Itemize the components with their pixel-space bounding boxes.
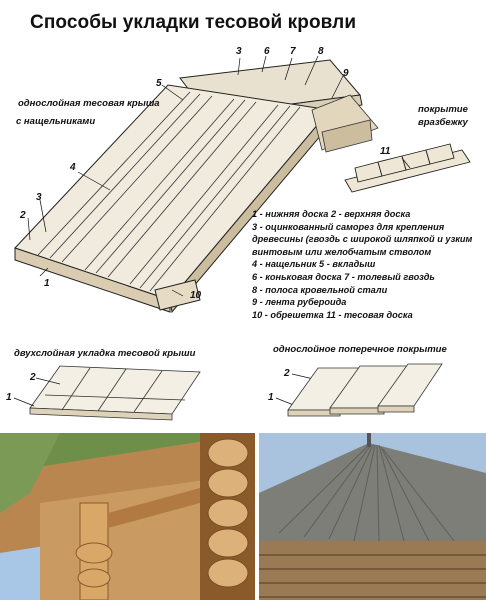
label-6: 6 <box>264 46 270 57</box>
label-d3-1: 1 <box>268 392 274 403</box>
legend-line: 3 - оцинкованный саморез для крепления <box>252 221 445 232</box>
label-7: 7 <box>290 46 296 57</box>
label-10: 10 <box>190 290 202 301</box>
legend-line: 10 - обрешетка 11 - тесовая доска <box>252 309 413 320</box>
photo-wooden-eave <box>0 433 255 600</box>
label-5: 5 <box>156 78 162 89</box>
label-4: 4 <box>70 162 76 173</box>
caption-single-cross: однослойное поперечное покрытие <box>273 344 447 355</box>
label-d3-2: 2 <box>284 368 290 379</box>
label-d2-2: 2 <box>30 372 36 383</box>
caption-single-layer-2: с нащельниками <box>16 116 96 127</box>
cross-cover-diagram <box>288 364 442 416</box>
label-9: 9 <box>343 68 349 79</box>
label-8: 8 <box>318 46 324 57</box>
double-layer-diagram <box>30 366 200 420</box>
caption-cover-1: покрытие <box>418 104 468 115</box>
photo-log-house-roof <box>259 433 486 600</box>
caption-double-layer: двухслойная укладка тесовой крыши <box>14 348 196 359</box>
legend-line: древесины (гвоздь с широкой шляпкой и узким <box>252 234 473 245</box>
caption-single-layer: однослойная тесовая крыша <box>18 98 160 109</box>
legend-line: 4 - нащельник 5 - вкладыш <box>252 259 376 270</box>
label-11: 11 <box>380 146 391 157</box>
label-1: 1 <box>44 278 50 289</box>
legend <box>252 208 482 321</box>
staggered-cover-diagram <box>345 144 470 192</box>
legend-line: 6 - коньковая доска 7 - толевый гвоздь <box>252 271 435 282</box>
legend-line: 8 - полоса кровельной стали <box>252 284 388 295</box>
label-3: 3 <box>236 46 242 57</box>
legend-line: 9 - лента рубероида <box>252 297 347 308</box>
caption-cover-2: вразбежку <box>418 117 468 128</box>
label-d2-1: 1 <box>6 392 12 403</box>
legend-line: винтовым или желобчатым стволом <box>252 246 432 257</box>
label-3b: 3 <box>36 192 42 203</box>
legend-line: 1 - нижняя доска 2 - верхняя доска <box>252 209 411 219</box>
label-2: 2 <box>20 210 26 221</box>
page-title: Способы укладки тесовой кровли <box>30 12 357 33</box>
